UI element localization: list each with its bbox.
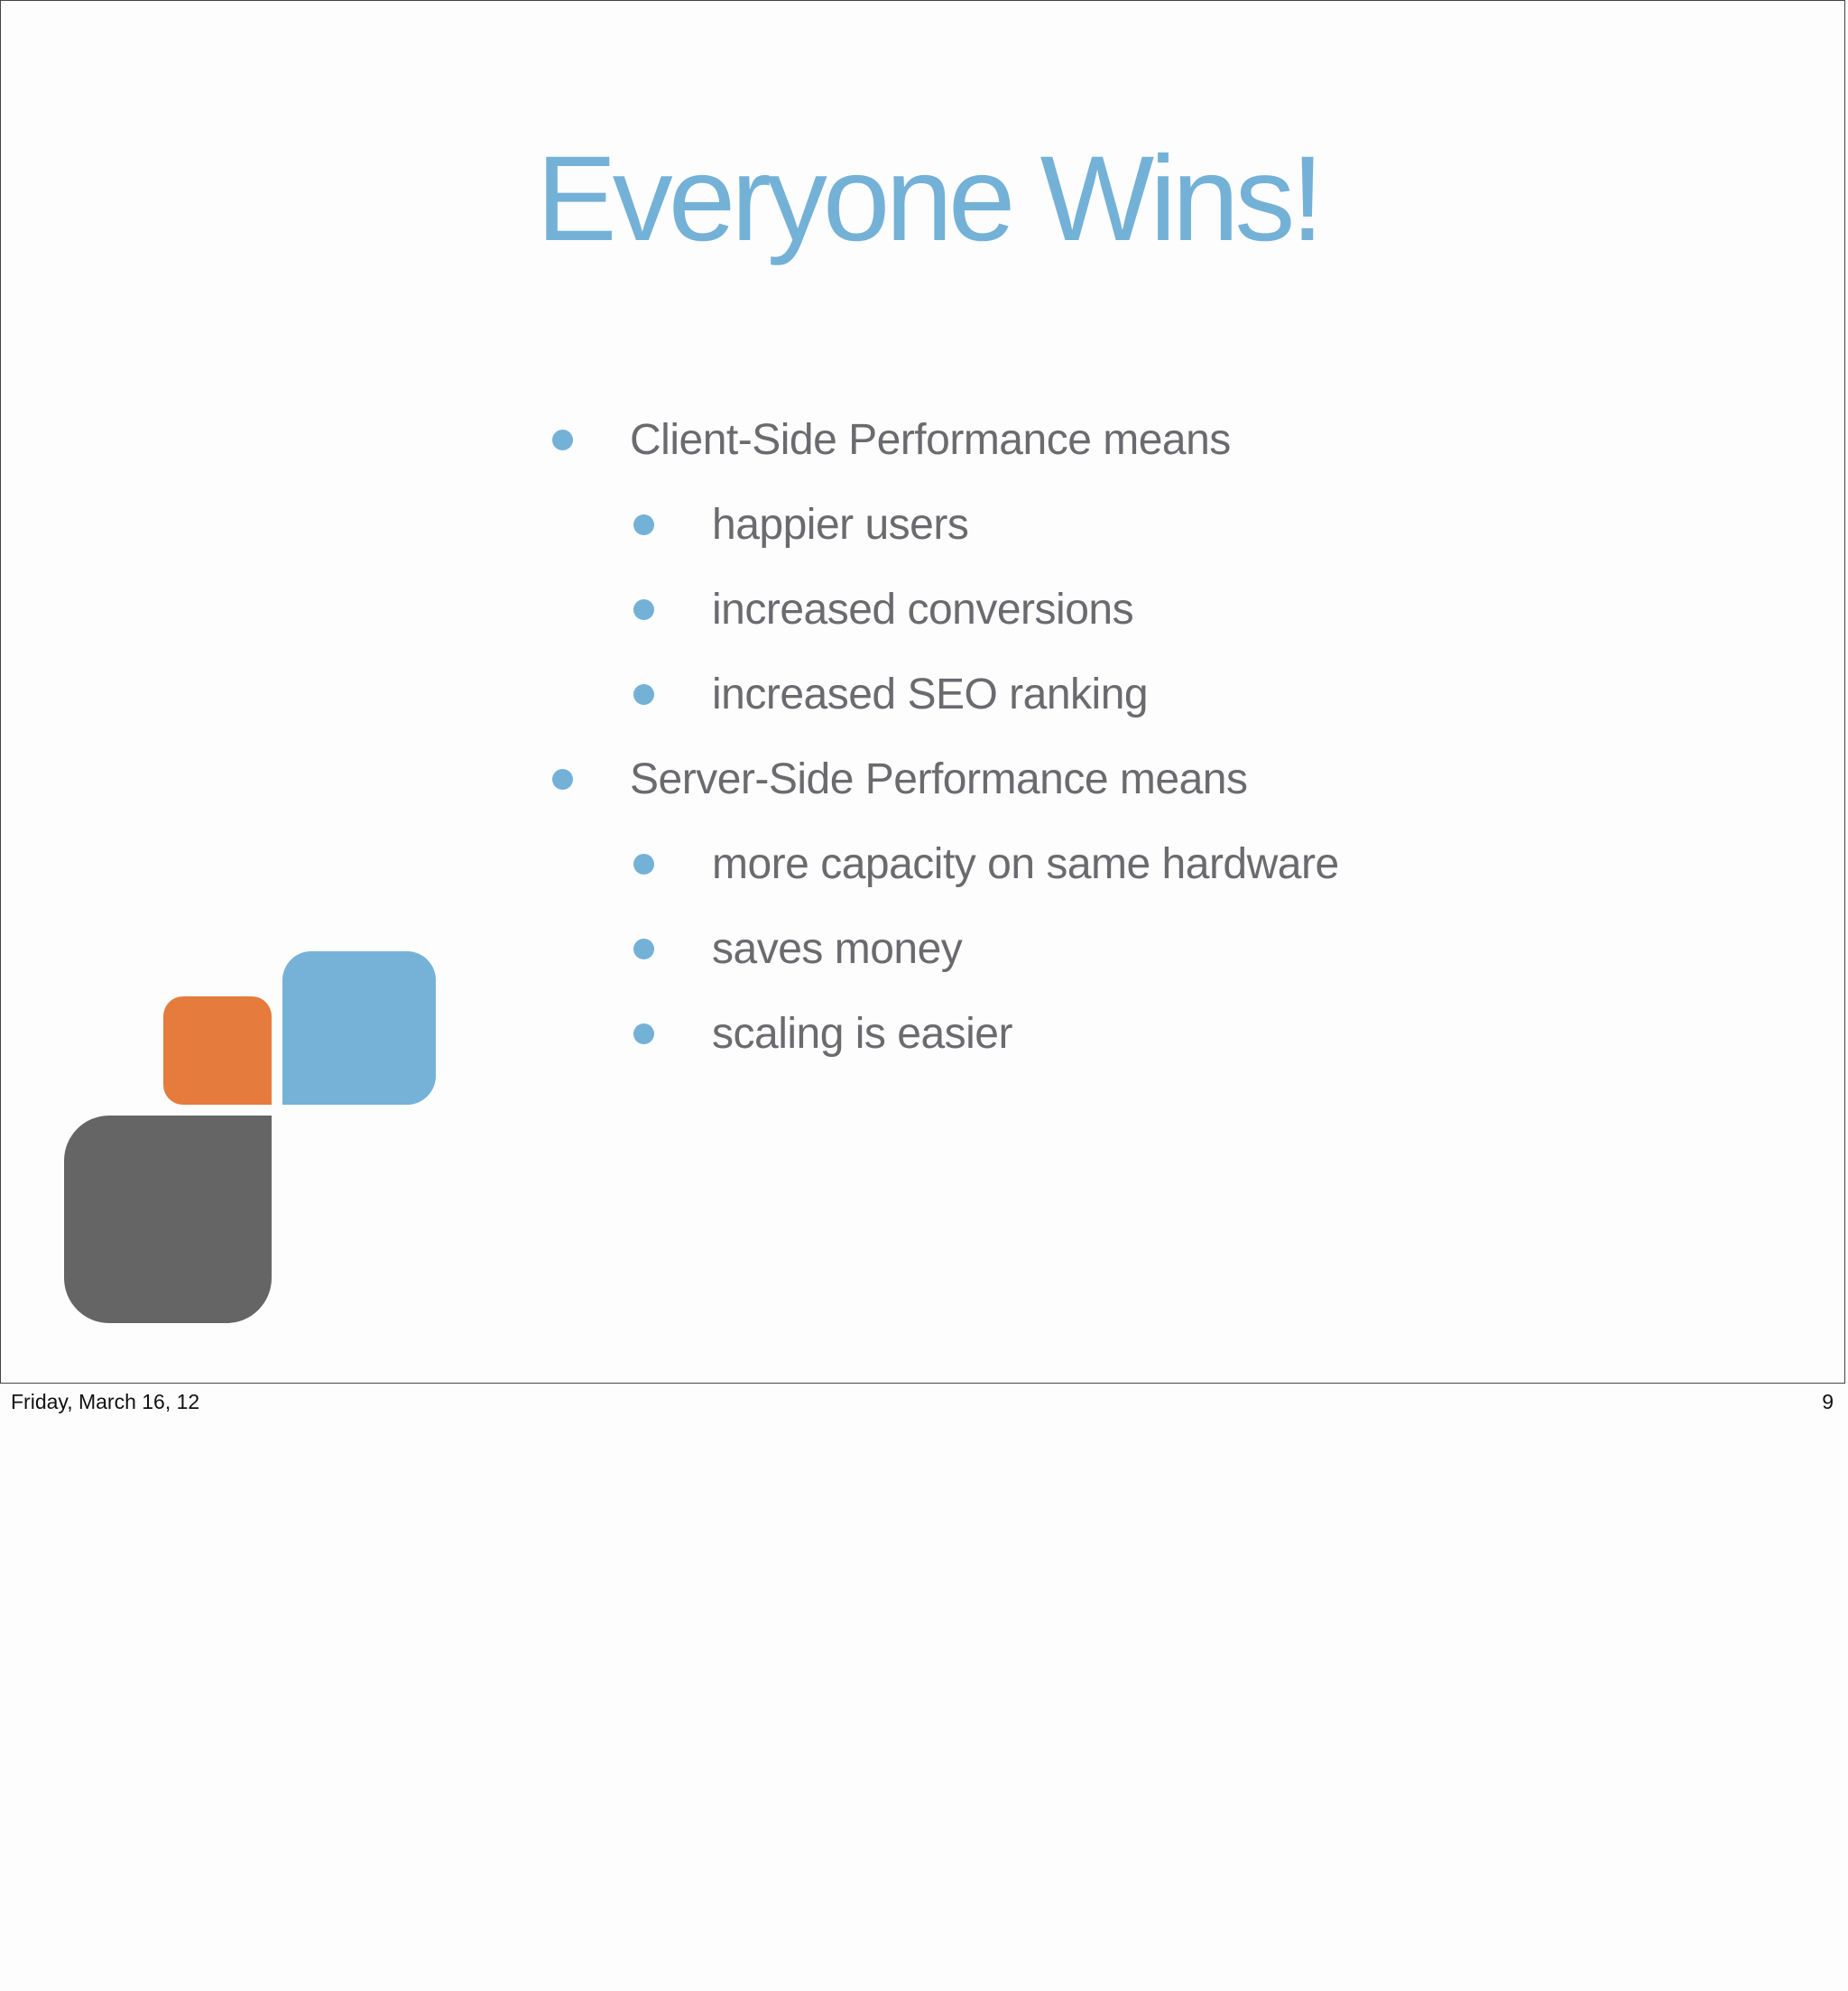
bullet-icon xyxy=(633,939,654,959)
bullet-icon xyxy=(552,769,573,790)
bullet-icon xyxy=(633,599,654,620)
bullet-text: scaling is easier xyxy=(712,1010,1012,1058)
bullet-icon xyxy=(633,684,654,705)
company-logo xyxy=(64,951,436,1323)
sub-bullet-item xyxy=(1,494,1806,557)
bullet-icon xyxy=(633,854,654,875)
sub-bullet-item xyxy=(1,663,1806,727)
sub-bullet-item xyxy=(1,579,1806,642)
bullet-text: more capacity on same hardware xyxy=(712,840,1339,888)
slide-title: Everyone Wins! xyxy=(536,132,1320,266)
bullet-icon xyxy=(633,1023,654,1044)
bullet-item xyxy=(1,748,1806,811)
bullet-text: Client-Side Performance means xyxy=(630,416,1231,464)
footer-date: Friday, March 16, 12 xyxy=(11,1390,200,1413)
bullet-text: happier users xyxy=(712,501,969,549)
bullet-icon xyxy=(552,430,573,450)
logo-blue-square-icon xyxy=(282,951,436,1105)
bullet-text: saves money xyxy=(712,925,963,973)
bullet-item xyxy=(1,409,1806,472)
bullet-text: increased SEO ranking xyxy=(712,671,1149,718)
sub-bullet-item xyxy=(1,833,1806,896)
bullet-text: Server-Side Performance means xyxy=(630,755,1248,803)
logo-orange-square-icon xyxy=(163,996,272,1105)
bullet-icon xyxy=(633,514,654,535)
bullet-text: increased conversions xyxy=(712,586,1134,634)
page-number: 9 xyxy=(1822,1390,1834,1413)
logo-gray-square-icon xyxy=(64,1116,272,1323)
